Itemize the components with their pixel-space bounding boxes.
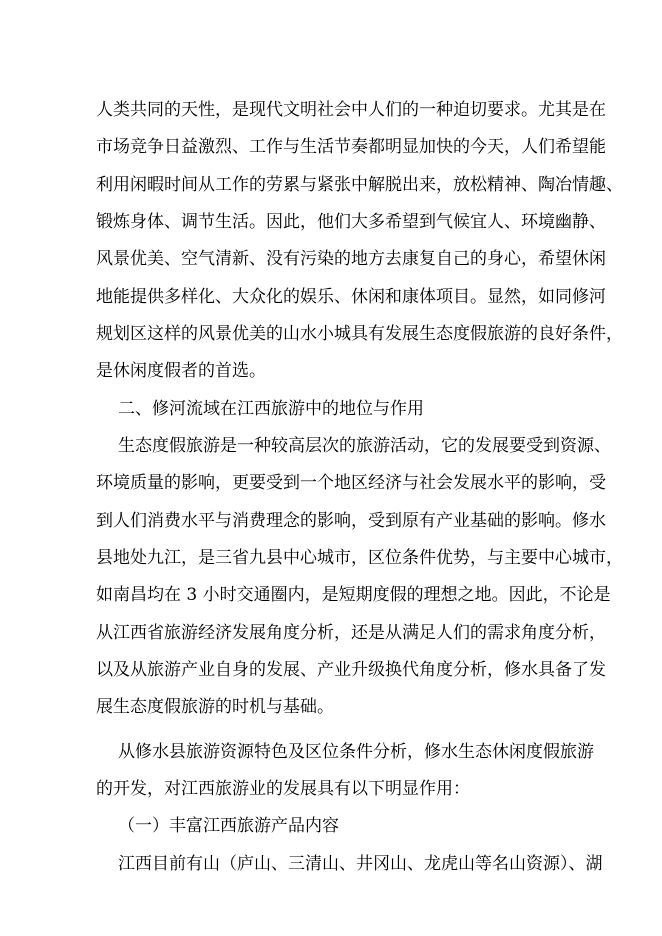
text-line-7: 规划区这样的风景优美的山水小城具有发展生态度假旅游的良好条件， (96, 324, 623, 344)
text-line-1: 人类共同的天性，是现代文明社会中人们的一种迫切要求。尤其是在 (96, 100, 606, 120)
text-line-5: 风景优美、空气清新、没有污染的地方去康复自己的身心，希望休闲 (96, 249, 606, 269)
text-line-19: 的开发，对江西旅游业的发展具有以下明显作用： (96, 779, 470, 799)
text-line-3: 利用闲暇时间从工作的劳累与紧张中解脱出来，放松精神、陶冶情趣、 (96, 175, 623, 195)
text-line-11: 环境质量的影响，更要受到一个地区经济与社会发展水平的影响，受 (96, 473, 606, 493)
text-line-2: 市场竞争日益激烈、工作与生活节奏都明显加快的今天，人们希望能 (96, 137, 606, 157)
text-line-15: 从江西省旅游经济发展角度分析，还是从满足人们的需求角度分析， (96, 623, 606, 643)
text-line-6: 地能提供多样化、大众化的娱乐、休闲和康体项目。显然，如同修河 (96, 287, 606, 307)
section-heading-2: 二、修河流域在江西旅游中的地位与作用 (118, 399, 424, 419)
text-line-18: 从修水县旅游资源特色及区位条件分析，修水生态休闲度假旅游 (118, 742, 594, 762)
text-line-12: 到人们消费水平与消费理念的影响，受到原有产业基础的影响。修水 (96, 511, 606, 531)
text-line-8: 是休闲度假者的首选。 (96, 361, 266, 381)
subsection-heading-1: （一）丰富江西旅游产品内容 (118, 816, 339, 836)
text-line-17: 展生态度假旅游的时机与基础。 (96, 697, 334, 717)
text-line-16: 以及从旅游产业自身的发展、产业升级换代角度分析，修水具备了发 (96, 660, 606, 680)
text-line-10: 生态度假旅游是一种较高层次的旅游活动，它的发展要受到资源、 (118, 436, 611, 456)
text-line-4: 锻炼身体、调节生活。因此，他们大多希望到气候宜人、环境幽静、 (96, 212, 606, 232)
text-line-14: 如南昌均在 3 小时交通圈内，是短期度假的理想之地。因此，不论是 (96, 585, 611, 605)
text-line-21: 江西目前有山（庐山、三清山、井冈山、龙虎山等名山资源）、湖 (118, 854, 603, 874)
text-line-13: 县地处九江，是三省九县中心城市，区位条件优势，与主要中心城市， (96, 548, 623, 568)
